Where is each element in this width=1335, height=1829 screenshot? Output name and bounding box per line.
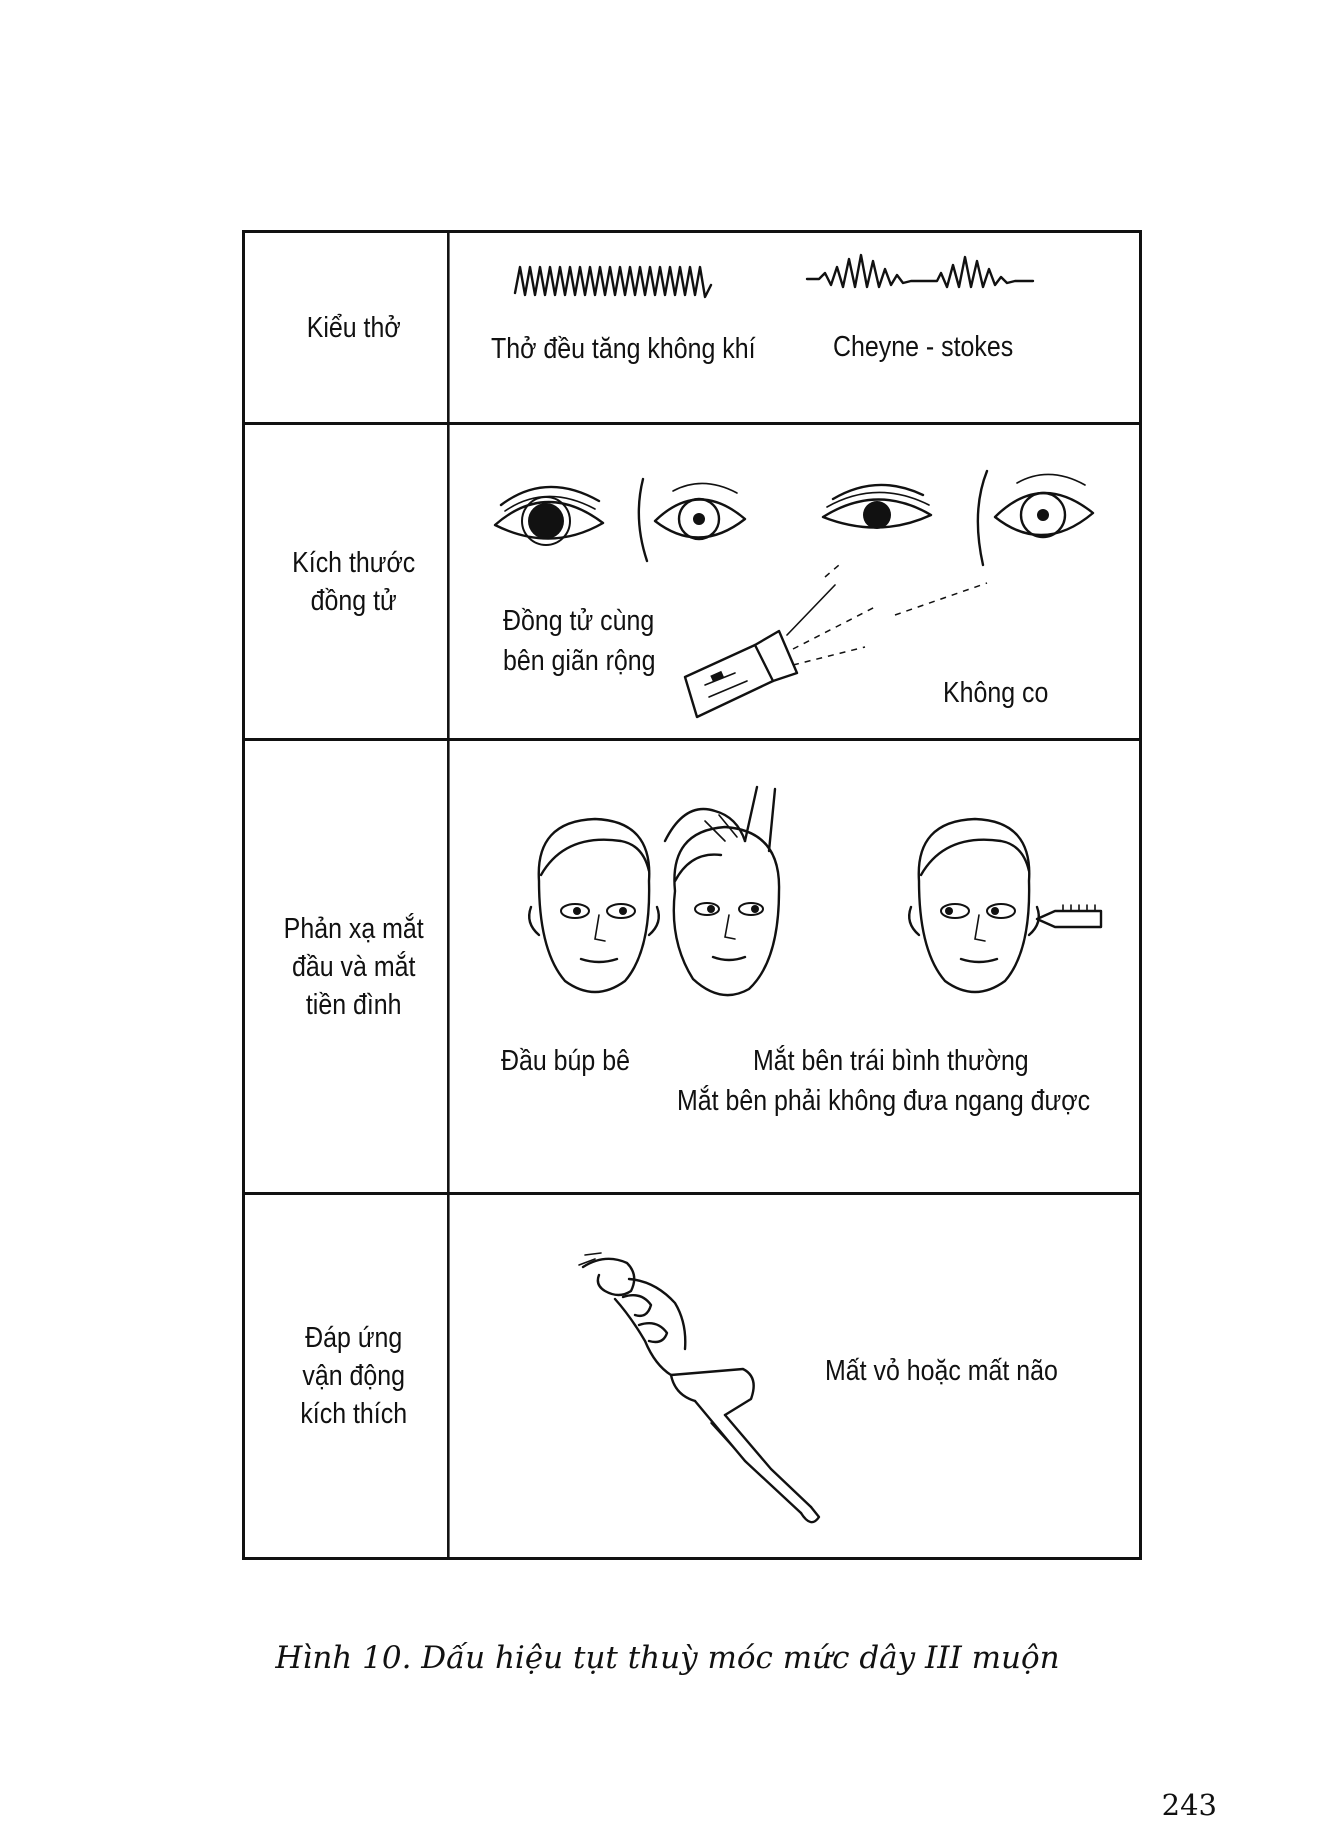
row-content-breathing bbox=[465, 233, 1139, 422]
dilated-pupil-eye-icon bbox=[491, 475, 611, 565]
caption-doll-head: Đầu búp bê bbox=[501, 1045, 630, 1077]
constricted-eye-icon bbox=[819, 473, 939, 553]
row-label-motor-response: Đáp ứng vận động kích thích bbox=[260, 1195, 449, 1557]
caption-same-side-dilated-1: Đồng tử cùng bbox=[503, 605, 655, 637]
normal-pupil-eye-icon bbox=[633, 469, 753, 569]
caption-regular-breathing: Thở đều tăng không khí bbox=[491, 333, 756, 365]
turned-head-with-hand-icon bbox=[645, 781, 795, 1011]
row-content-motor-response bbox=[465, 1195, 1139, 1557]
doll-head-face-icon bbox=[525, 811, 665, 1001]
row-label-eye-reflex: Phản xạ mắt đầu và mắt tiền đình bbox=[260, 741, 449, 1192]
caption-no-constriction: Không co bbox=[943, 677, 1049, 709]
table-row-motor-response bbox=[245, 1195, 1139, 1557]
table-row-pupil-size bbox=[245, 425, 1139, 741]
row-content-pupil-size bbox=[465, 425, 1139, 738]
table-row-eye-reflex bbox=[245, 741, 1139, 1195]
caption-left-eye-normal: Mắt bên trái bình thường bbox=[753, 1045, 1029, 1077]
row-label-breathing: Kiểu thở bbox=[260, 233, 449, 422]
caption-cheyne-stokes: Cheyne - stokes bbox=[833, 331, 1014, 363]
cheyne-stokes-waveform-icon bbox=[807, 247, 1107, 307]
caption-right-eye-no-lateral: Mắt bên phải không đưa ngang được bbox=[677, 1085, 1091, 1117]
decorticate-posture-figure-icon bbox=[575, 1245, 875, 1545]
caption-same-side-dilated-2: bên giãn rộng bbox=[503, 645, 656, 677]
caloric-test-face-icon bbox=[905, 811, 1115, 1001]
row-content-eye-reflex bbox=[465, 741, 1139, 1192]
page-number: 243 bbox=[1161, 1788, 1217, 1822]
row-label-pupil-size: Kích thước đồng tử bbox=[260, 425, 449, 738]
figure-caption: Hình 10. Dấu hiệu tụt thuỳ móc mức dây III muộn bbox=[275, 1640, 1060, 1676]
signs-table bbox=[242, 230, 1142, 1560]
table-row-breathing bbox=[245, 233, 1139, 425]
caption-decorticate-decerebrate: Mất vỏ hoặc mất não bbox=[825, 1355, 1058, 1387]
